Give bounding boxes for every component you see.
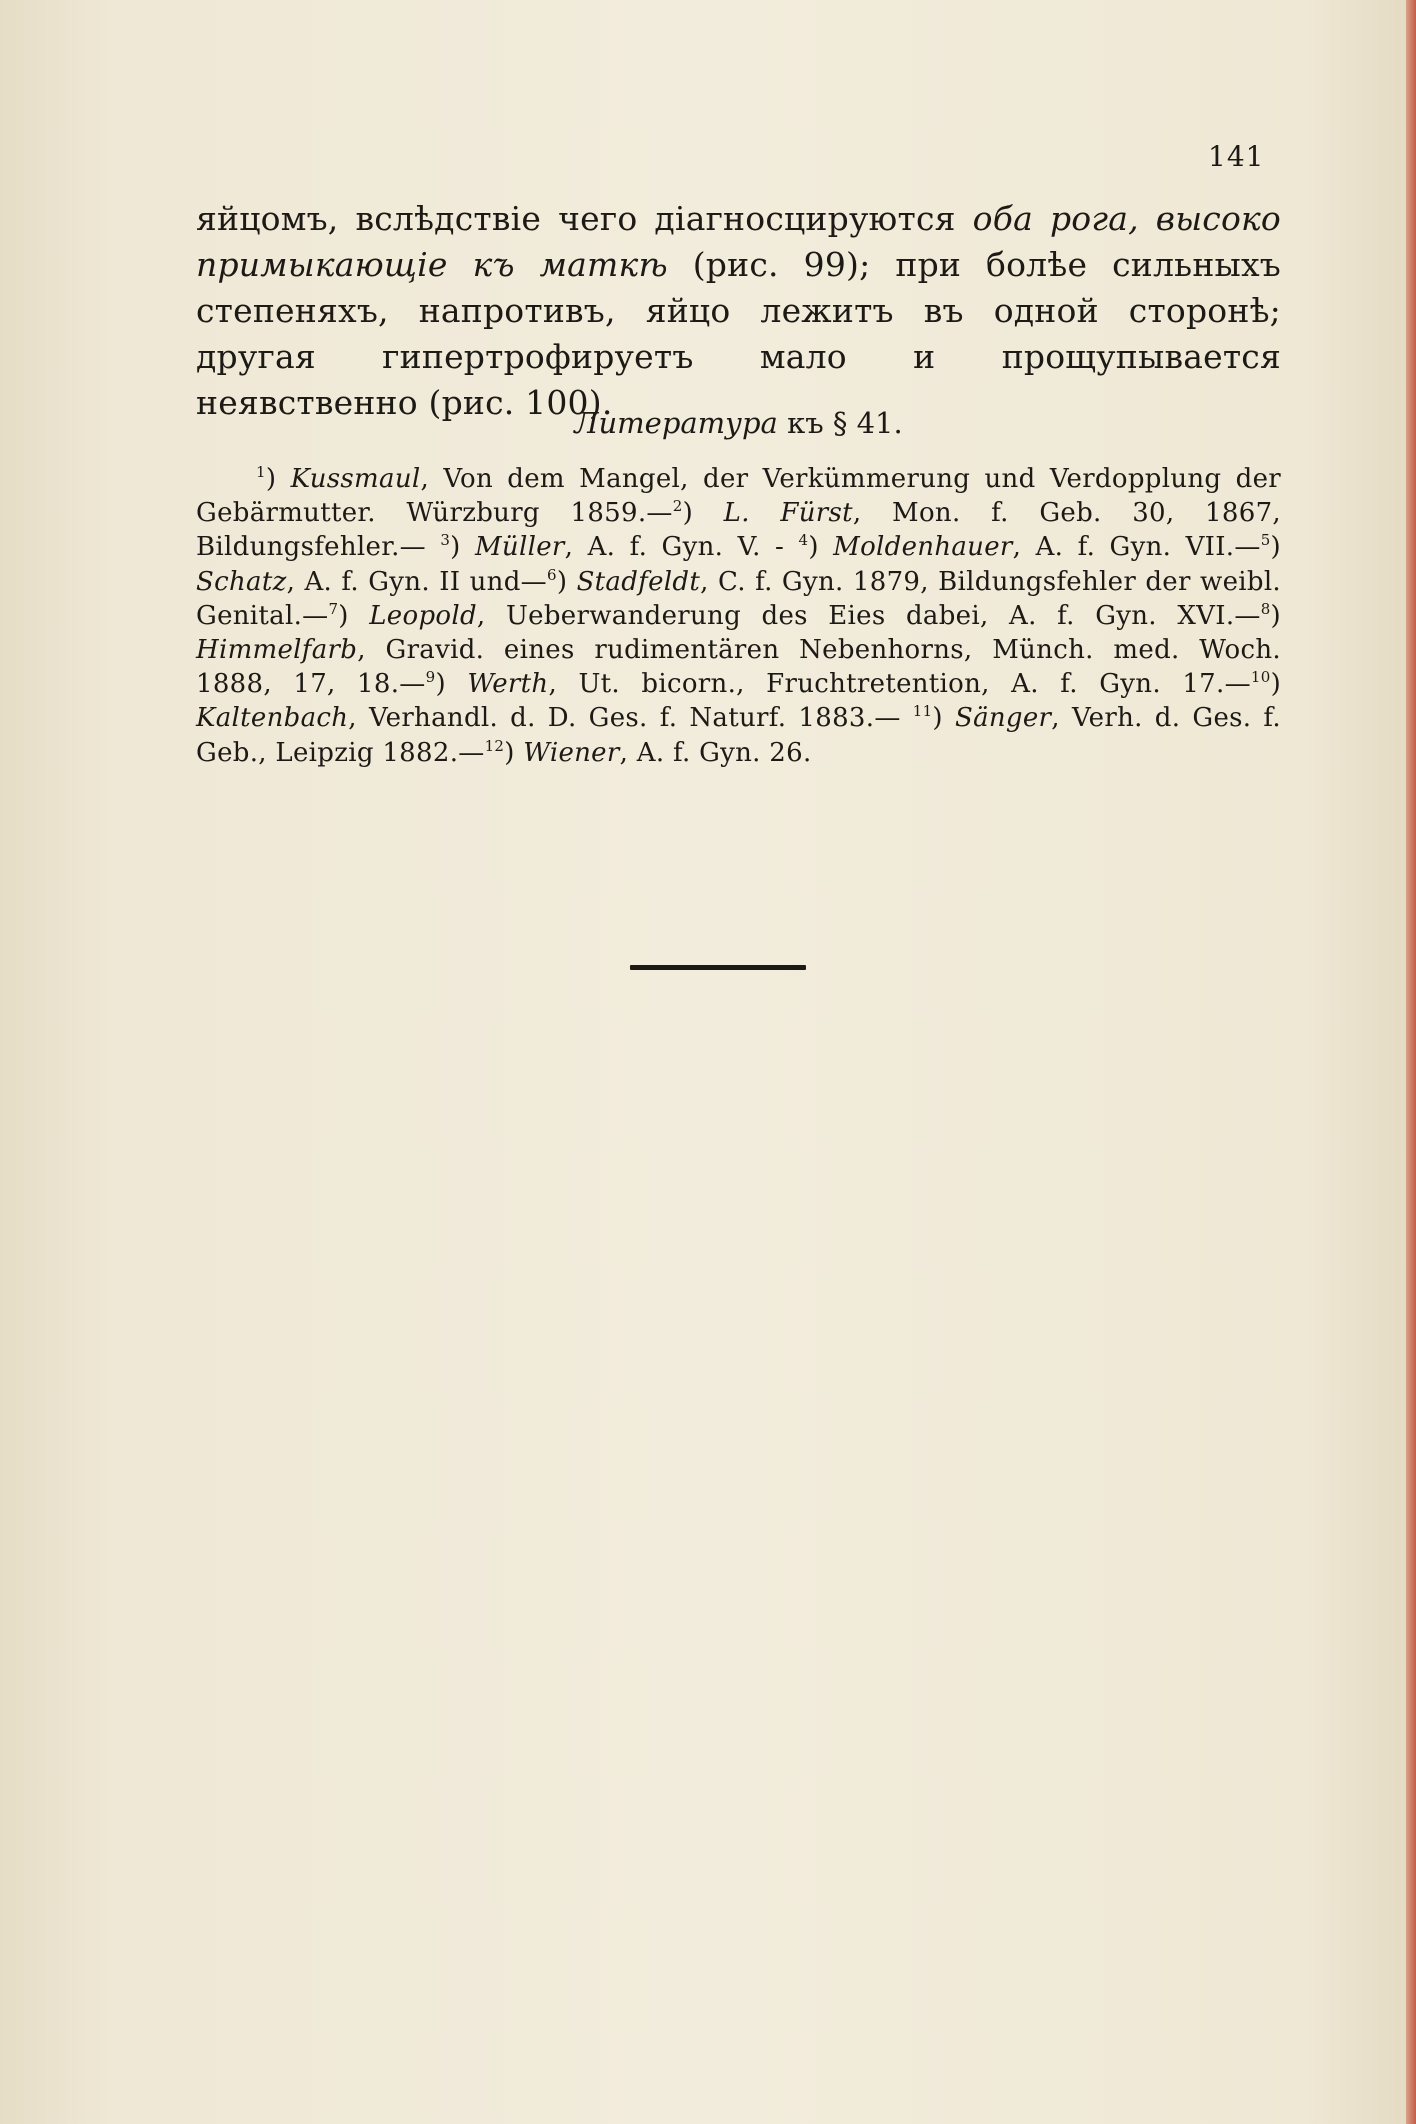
ref-author: L. Fürst: [723, 498, 853, 529]
ref-author: Kussmaul: [290, 464, 421, 494]
ref-number: 2: [672, 497, 683, 516]
ref-number: 8: [1260, 599, 1271, 618]
ref-author: Kaltenbach: [196, 703, 349, 734]
ref-text: , C. f. Gyn. 1879, Bildungsfehler der weibl. Genital.—: [196, 566, 1282, 631]
body-text-part-2: (рис. 99); при болѣе сильныхъ степеняхъ, напротивъ, яйцо лежитъ въ одной сторонѣ; другая гипертрофируетъ мало и прощупывается неявственно (рис. 100).: [196, 245, 1281, 422]
body-text-italic: оба рога, высоко примыкающіе къ маткѣ: [196, 199, 1281, 284]
page-edge: [1406, 0, 1416, 2124]
section-divider: [630, 965, 806, 970]
ref-author: Werth: [467, 669, 549, 700]
ref-author: Moldenhauer: [833, 532, 1013, 563]
ref-author: Sänger: [954, 703, 1052, 734]
references-block: [196, 462, 1281, 770]
ref-author: Schatz: [196, 566, 287, 597]
ref-text: , Gravid. eines rudimentären Nebenhorns, Münch. med. Woch. 1888, 17, 18.—: [196, 635, 1281, 700]
ref-author: Stadfeldt: [576, 566, 701, 597]
literature-heading-italic: Литература: [574, 406, 778, 440]
ref-text: , A. f. Gyn. V. -: [564, 532, 799, 563]
literature-heading: [196, 406, 1281, 440]
ref-number: 12: [484, 736, 505, 755]
body-text-part-1: яйцомъ, вслѣдствіе чего діагносцируются: [196, 199, 973, 238]
ref-number: 1: [256, 463, 266, 481]
ref-text: , Ut. bicorn., Fruchtretention, A. f. Gyn. 17.—: [548, 669, 1251, 700]
ref-number: 7: [328, 599, 339, 618]
ref-text: , A. f. Gyn. 26.: [619, 737, 812, 768]
ref-number: 4: [798, 531, 809, 550]
ref-number: 5: [1260, 531, 1271, 550]
ref-text: , Verh. d. Ges. f. Geb., Leipzig 1882.—: [196, 703, 1281, 768]
literature-heading-rest: къ § 41.: [777, 406, 903, 440]
ref-author: Leopold: [369, 600, 477, 631]
ref-number: 3: [440, 531, 451, 550]
references-paragraph: $^1$) Kussmaul, Von dem Mangel, der Verkümmerung und Verdopplung der Gebärmutter. Würzburg 1859.—$^2$) L. Fürst, Mon. f. Geb. 30, 1867, Bildungsfehler.— $^3$) Müller, A. f. Gyn. V. - $^4$) Moldenhauer, A. f. Gyn. VII.—$^5$) Schatz, A. f. Gyn. II und—$^6$) Stadfeldt, C. f. Gyn. 1879, Bildungsfehler der weibl. Genital.—$^7$) Leopold, Ueberwanderung des Eies dabei, A. f. Gyn. XVI.—$^8$) Himmelfarb, Gravid. eines rudimentären Nebenhorns, Münch. med. Woch. 1888, 17, 18.—$^9$) Werth, Ut. bicorn., Fruchtretention, A. f. Gyn. 17.—$^{10}$) Kaltenbach, Verhandl. d. D. Ges. f. Naturf. 1883.— $^{11}$) Sänger, Verh. d. Ges. f. Geb., Leipzig 1882.—$^{12}$) Wiener, A. f. Gyn. 26.: [196, 463, 1282, 768]
ref-number: 6: [546, 565, 557, 584]
ref-text: , Ueberwanderung des Eies dabei, A. f. Gyn. XVI.—: [476, 600, 1261, 631]
body-paragraph: [196, 196, 1281, 426]
ref-text: , Von dem Mangel, der Verkümmerung und Verdopplung der Gebärmutter. Würzburg 1859.—: [196, 464, 1281, 529]
ref-text: , Mon. f. Geb. 30, 1867, Bildungsfehler.—: [196, 498, 1281, 563]
ref-author: Himmelfarb: [196, 635, 358, 666]
ref-number: 11: [912, 702, 933, 721]
ref-text: , A. f. Gyn. VII.—: [1012, 532, 1261, 563]
ref-author: Wiener: [523, 737, 620, 768]
ref-text: , Verhandl. d. D. Ges. f. Naturf. 1883.—: [348, 703, 913, 734]
ref-author: Müller: [475, 532, 565, 563]
ref-number: 10: [1250, 668, 1271, 687]
page-number: 141: [1208, 140, 1265, 173]
ref-text: , A. f. Gyn. II und—: [286, 566, 547, 597]
ref-number: 9: [425, 668, 436, 687]
